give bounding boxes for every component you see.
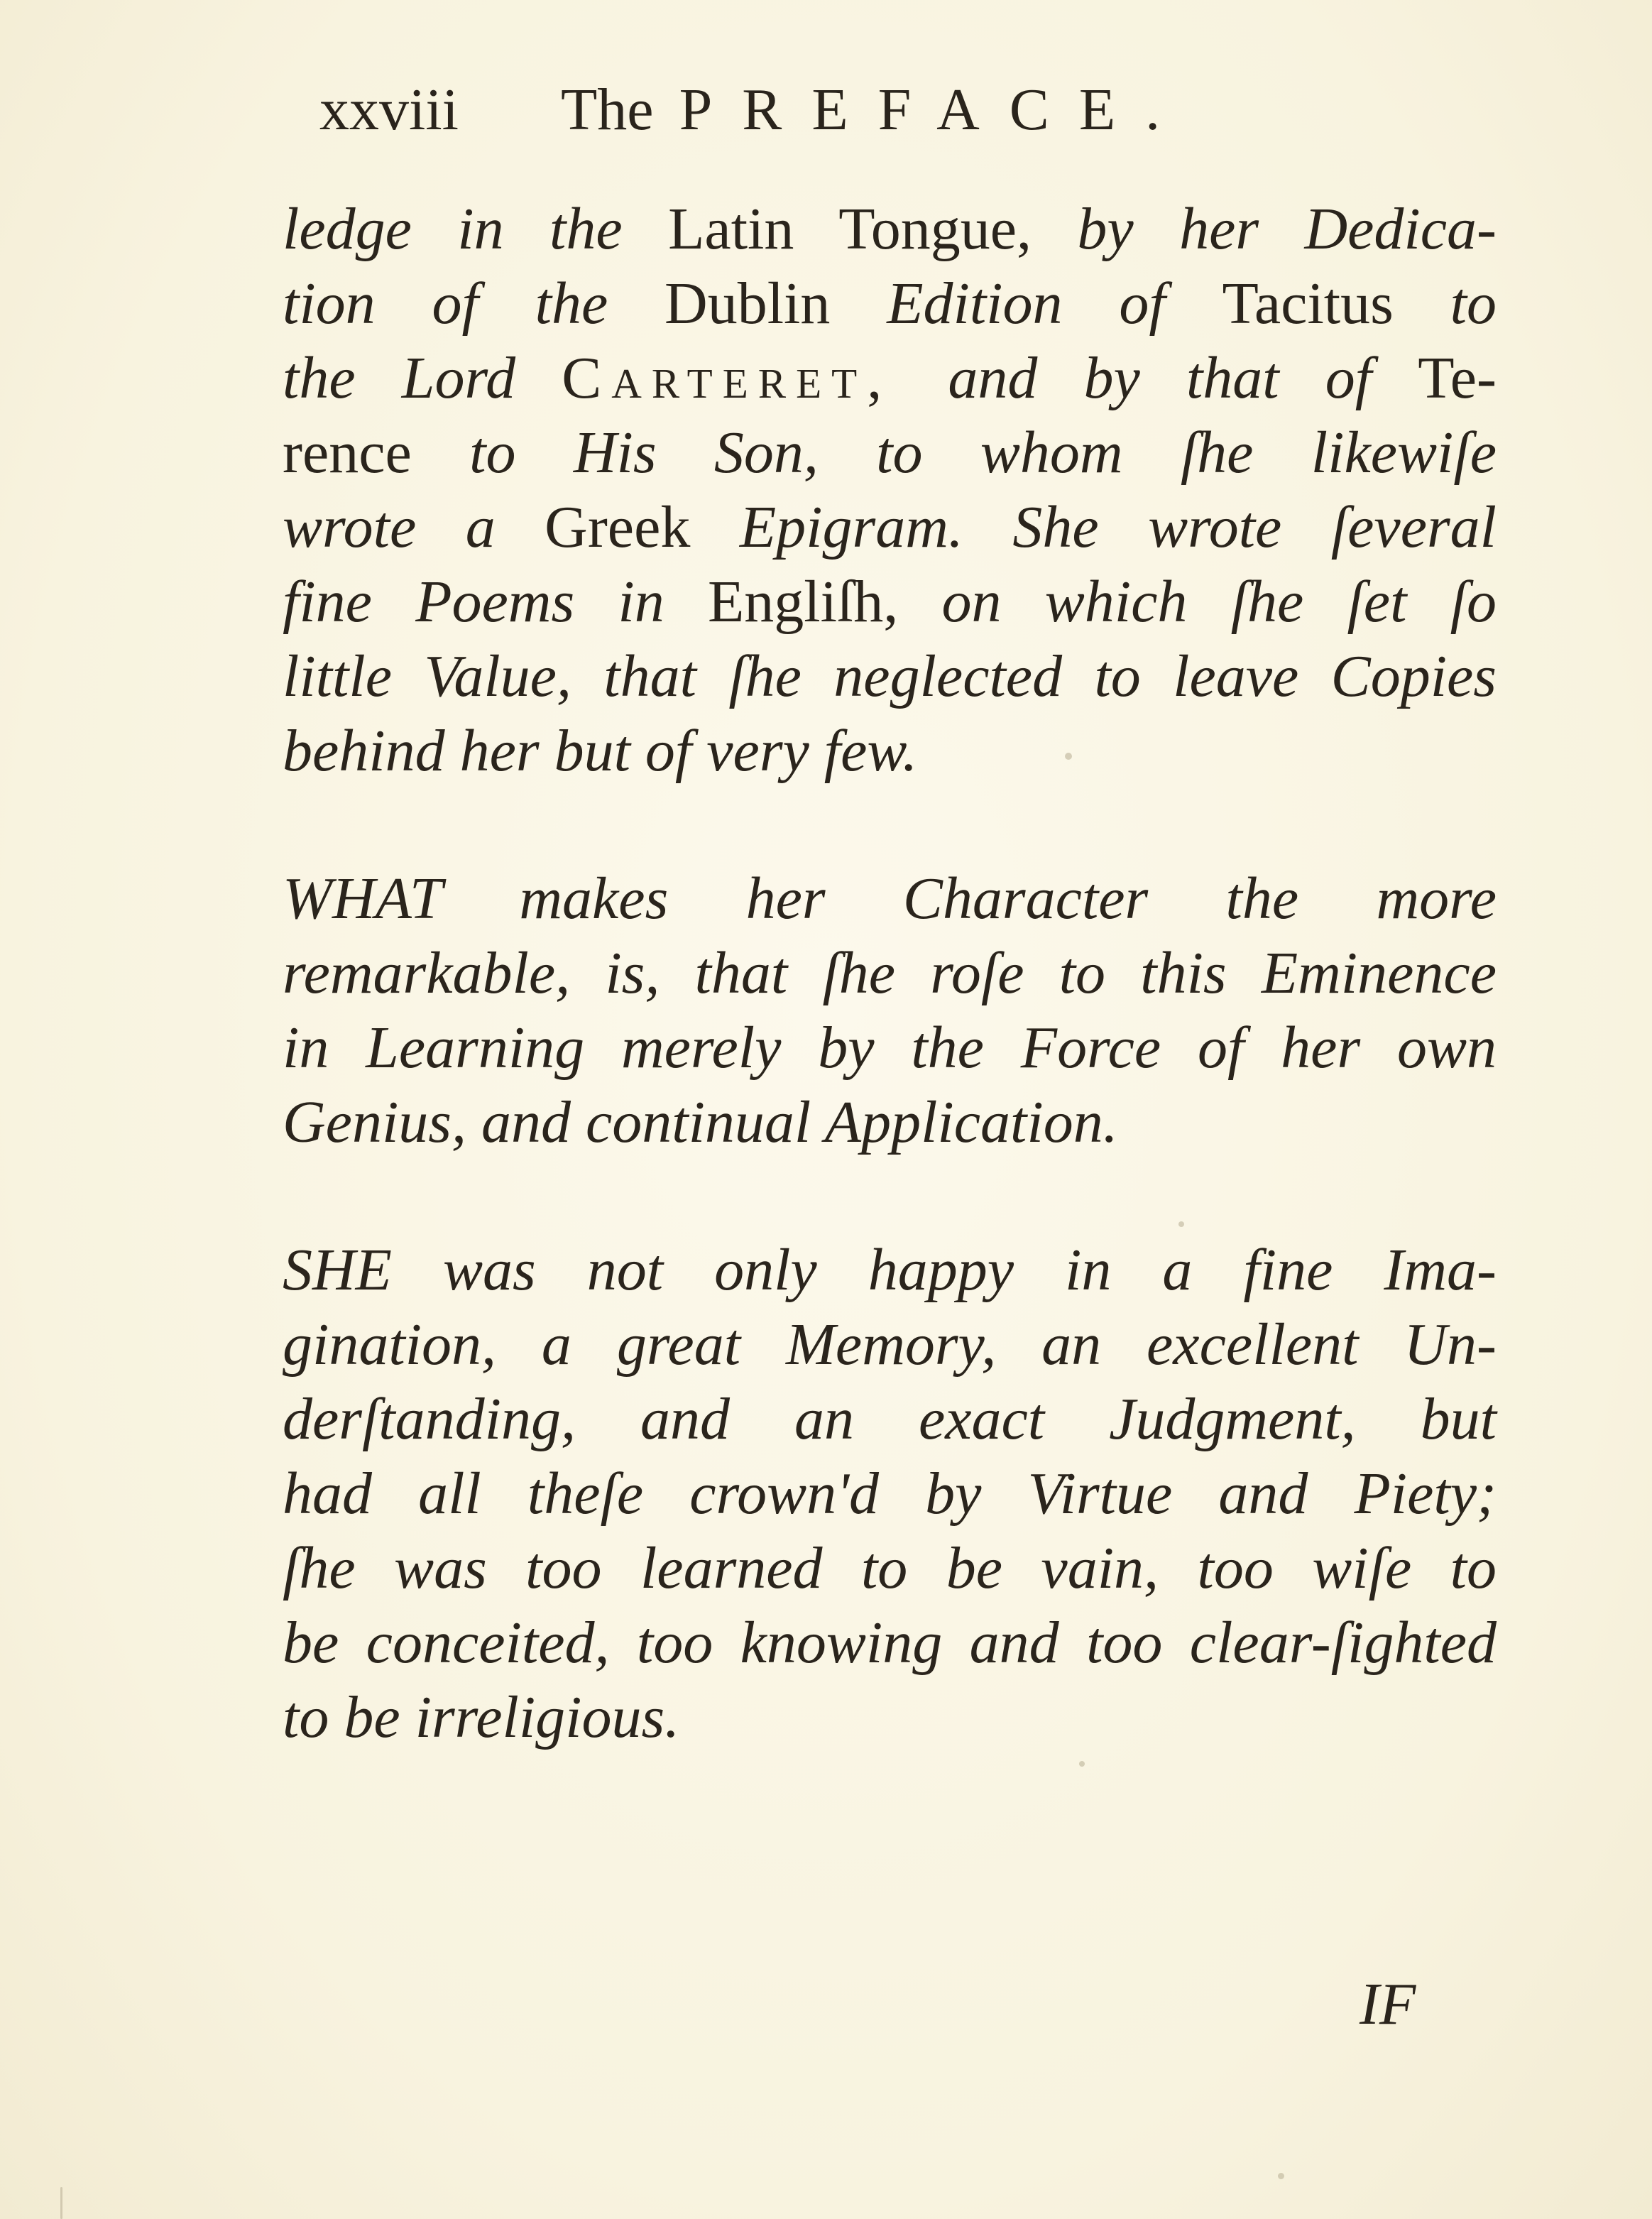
- text-run: fine Poems in: [283, 569, 708, 635]
- text-run: WHAT makes her Character the more: [283, 866, 1497, 932]
- text-line: [283, 565, 1497, 639]
- text-run: the Lord: [283, 345, 562, 411]
- text-line: [283, 1085, 1497, 1160]
- text-line: [283, 1605, 1497, 1680]
- body-text: [283, 192, 1497, 1755]
- paragraph-gap: [283, 788, 1497, 861]
- text-run: Te-: [1418, 345, 1497, 411]
- text-run: ledge in the: [283, 196, 669, 262]
- catchword: IF: [1360, 1971, 1416, 2037]
- text-line: [283, 861, 1497, 936]
- paper-speck: [1065, 753, 1072, 760]
- text-run: Carteret,: [562, 345, 948, 411]
- paragraph: [283, 861, 1497, 1160]
- text-run: ſhe was too learned to be vain, too wiſe to: [283, 1535, 1497, 1601]
- text-line: [283, 1382, 1497, 1456]
- running-title: [561, 64, 1190, 156]
- text-run: Greek: [545, 494, 740, 560]
- text-line: [283, 341, 1497, 415]
- paper-speck: [1278, 2173, 1284, 2179]
- text-run: Genius, and continual Application.: [283, 1089, 1118, 1155]
- text-line: [283, 936, 1497, 1010]
- text-run: Engliſh,: [707, 569, 942, 635]
- text-run: Edition of: [887, 271, 1222, 337]
- paragraph: [283, 1233, 1497, 1755]
- text-run: and by that of: [948, 345, 1418, 411]
- text-run: to: [1450, 271, 1497, 337]
- text-run: rence: [283, 420, 470, 486]
- paper-speck: [60, 2187, 62, 2219]
- paper-speck: [1178, 1221, 1184, 1227]
- text-line: [283, 1010, 1497, 1085]
- text-line: [283, 415, 1497, 490]
- running-header: [319, 64, 1271, 156]
- text-line: [283, 1307, 1497, 1382]
- text-run: SHE was not only happy in a fine Ima-: [283, 1237, 1497, 1303]
- paragraph-gap: [283, 1160, 1497, 1233]
- text-run: by her Dedica-: [1077, 196, 1497, 262]
- running-title-word: PREFACE.: [679, 77, 1191, 143]
- text-run: to His Son, to whom ſhe likewiſe: [469, 420, 1497, 486]
- text-run: gination, a great Memory, an excellent Un-: [283, 1312, 1497, 1378]
- text-line: [283, 714, 1497, 788]
- text-line: [283, 639, 1497, 714]
- text-run: Dublin: [664, 271, 887, 337]
- text-line: [283, 1531, 1497, 1605]
- text-line: [283, 490, 1497, 565]
- text-run: had all theſe crown'd by Virtue and Piety;: [283, 1461, 1497, 1527]
- text-run: on which ſhe ſet ſo: [941, 569, 1497, 635]
- text-run: wrote a: [283, 494, 545, 560]
- text-run: little Value, that ſhe neglected to leave Copies: [283, 643, 1497, 709]
- paper-speck: [1079, 1761, 1085, 1767]
- text-run: Epigram. She wrote ſeveral: [739, 494, 1497, 560]
- text-run: to be irreligious.: [283, 1684, 680, 1750]
- text-line: [283, 1680, 1497, 1755]
- paragraph: [283, 192, 1497, 788]
- text-line: [283, 1233, 1497, 1307]
- text-line: [283, 192, 1497, 266]
- text-line: [283, 1456, 1497, 1531]
- running-title-article: The: [561, 77, 654, 143]
- page-number: xxviii: [319, 77, 459, 143]
- text-run: behind her but of very few.: [283, 718, 918, 784]
- text-run: be conceited, too knowing and too clear-ſighted: [283, 1610, 1497, 1676]
- text-run: in Learning merely by the Force of her own: [283, 1015, 1497, 1081]
- text-run: derſtanding, and an exact Judgment, but: [283, 1386, 1497, 1452]
- text-line: [283, 266, 1497, 341]
- text-run: Latin Tongue,: [668, 196, 1078, 262]
- text-run: remarkable, is, that ſhe roſe to this Eminence: [283, 940, 1497, 1006]
- text-run: Tacitus: [1222, 271, 1450, 337]
- text-run: tion of the: [283, 271, 665, 337]
